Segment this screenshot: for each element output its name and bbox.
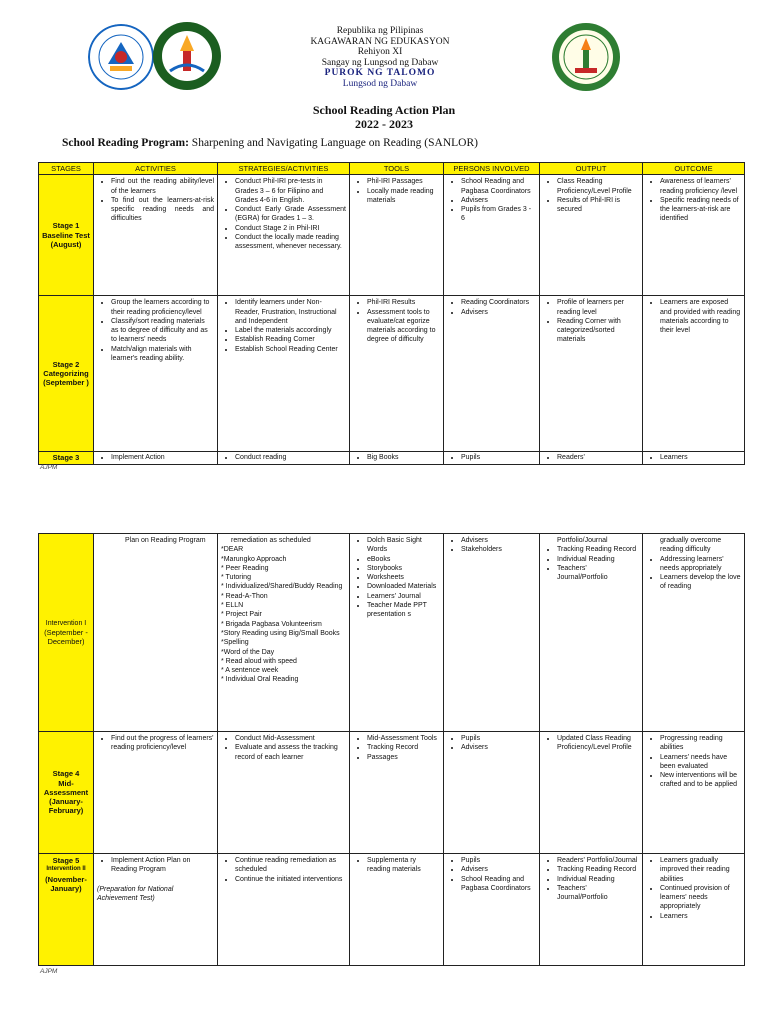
list-item: • Evaluate and assess the tracking record of each learner (235, 743, 346, 762)
list-item: • Results of Phil-IRI is secured (557, 196, 639, 215)
list-item: • Tracking Reading Record (557, 865, 639, 874)
column-header-stages: STAGES (39, 163, 94, 175)
list-item: • Conduct the locally made reading assessment, whenever necessary. (235, 233, 346, 252)
stage-3-strategies-start (218, 452, 350, 464)
list-item: • Continue reading remediation as scheduled (235, 856, 346, 875)
stage-1-sub: Baseline Test (42, 230, 90, 240)
stage-2-outcome (643, 296, 745, 452)
stage-3-cell-top (39, 452, 94, 464)
list-item: • Pupils (461, 453, 536, 462)
list-item: • Establish Reading Corner (235, 335, 346, 344)
list-item: remediation as scheduled (231, 537, 311, 544)
list-item: • Reading Coordinators (461, 298, 536, 307)
city-division-seal-logo (152, 21, 222, 91)
stage-1-outcome (643, 175, 745, 296)
column-header-persons: PERSONS INVOLVED (444, 163, 540, 175)
list-item: • Learners' Journal (367, 592, 440, 601)
list-item: • Supplementa ry reading materials (367, 856, 440, 875)
stage-4-name: Stage 4 (52, 769, 80, 779)
list-item: * Brigada Pagbasa Volunteerism (221, 620, 322, 628)
list-item: • To find out the learners-at-risk specific reading needs and difficulties (111, 196, 214, 224)
header-city: Lungsod ng Dabaw (342, 78, 418, 89)
table-row-stage-5 (39, 854, 745, 966)
stage-4-strategies (218, 732, 350, 854)
program-name: Sharpening and Navigating Language on Reading (SANLOR) (191, 137, 478, 149)
header-region: Rehiyon XI (357, 47, 403, 57)
list-item: • Locally made reading materials (367, 187, 440, 206)
list-item: * ELLN (221, 602, 244, 610)
school-seal-logo (551, 22, 621, 92)
table-row-stage-3-start (39, 452, 745, 464)
reading-program-line (62, 137, 478, 149)
list-item: • Learners (660, 912, 741, 921)
list-item: • Advisers (461, 536, 536, 545)
stage-2-cell (39, 296, 94, 452)
list-item: * Individual Oral Reading (221, 676, 299, 684)
list-item: • Conduct Mid-Assessment (235, 734, 346, 743)
list-item: • Learners (660, 453, 741, 462)
stage-4-cell (39, 732, 94, 854)
stage-3-when: (September - December) (44, 627, 88, 647)
page-2-footer: AJPM (40, 968, 58, 975)
list-item: • Reading Corner with categorized/sorted materials (557, 317, 639, 345)
list-item: * Peer Reading (221, 564, 269, 572)
list-item: • Implement Action Plan on Reading Program (111, 856, 214, 875)
page-1-footer: AJPM (40, 464, 58, 471)
list-item: • Storybooks (367, 564, 440, 573)
list-item: • Advisers (461, 743, 536, 752)
list-item: • Phil-IRI Results (367, 298, 440, 307)
stage-1-persons (444, 175, 540, 296)
stage-1-when: (August) (50, 239, 82, 249)
table-header-row (39, 163, 745, 175)
header-department: KAGAWARAN NG EDUKASYON (310, 36, 450, 47)
stage-3-tools (350, 534, 444, 732)
stage-1-tools (350, 175, 444, 296)
list-item: • Label the materials accordingly (235, 326, 346, 335)
list-item: *Story Reading using Big/Small Books (221, 629, 340, 637)
list-item: • Pupils (461, 734, 536, 743)
column-header-output: OUTPUT (540, 163, 643, 175)
stage-1-output (540, 175, 643, 296)
list-item: • Downloaded Materials (367, 582, 440, 591)
stage-3-activities (94, 534, 218, 732)
list-item: • Dolch Basic Sight Words (367, 536, 440, 555)
page-1 (0, 0, 768, 480)
stage-2-activities (94, 296, 218, 452)
stage-2-when: (September ) (43, 378, 89, 388)
list-item: • Pupils (461, 856, 536, 865)
stage-5-when: (November-January) (45, 874, 87, 893)
list-item: • Passages (367, 753, 440, 762)
list-item: * Tutoring (221, 574, 251, 582)
stage-5-tools (350, 854, 444, 966)
list-item: • eBooks (367, 555, 440, 564)
list-item: gradually overcome reading difficulty (660, 537, 722, 554)
list-item: • Find out the progress of learners' reading proficiency/level (111, 734, 214, 753)
list-item: • Match/align materials with learner's reading ability. (111, 345, 214, 364)
stage-5-name: Stage 5 (52, 856, 80, 865)
list-item: • Individual Reading (557, 555, 639, 564)
stage-5-sub: Intervention II (46, 866, 86, 873)
stage-2-persons (444, 296, 540, 452)
list-item: • School Reading and Pagbasa Coordinators (461, 875, 536, 894)
list-item: Portfolio/Journal (557, 537, 608, 544)
stage-3-strategies (218, 534, 350, 732)
list-item: • Readers' (557, 453, 639, 462)
list-item: • Learners are exposed and provided with reading materials according to their level (660, 298, 741, 335)
column-header-outcome: OUTCOME (643, 163, 745, 175)
list-item: • Tracking Record (367, 743, 440, 752)
stage-3-output-start (540, 452, 643, 464)
table-row-stage-2 (39, 296, 745, 452)
stage-5-output (540, 854, 643, 966)
list-item: • Assessment tools to evaluate/cat egorize materials according to degree of difficulty (367, 308, 440, 345)
stage-5-activities (94, 854, 218, 966)
list-item: *Spelling (221, 639, 249, 647)
list-item: • Individual Reading (557, 875, 639, 884)
list-item: • Conduct Early Grade Assessment (EGRA) for Grades 1 – 3. (235, 205, 346, 224)
list-item: • Teacher Made PPT presentation s (367, 601, 440, 620)
list-item: • Updated Class Reading Proficiency/Level Profile (557, 734, 639, 753)
list-item: * A sentence week (221, 667, 279, 675)
list-item: • Pupils from Grades 3 - 6 (461, 205, 536, 224)
stage-3-activities-start (94, 452, 218, 464)
column-header-tools: TOOLS (350, 163, 444, 175)
stage-2-tools (350, 296, 444, 452)
list-item: • Phil-IRI Passages (367, 177, 440, 186)
stage-3-activities-cont: Plan on Reading Program (125, 537, 206, 544)
column-header-activities: ACTIVITIES (94, 163, 218, 175)
list-item: * Read aloud with speed (221, 657, 297, 665)
list-item: • Implement Action (111, 453, 214, 462)
list-item: • Tracking Reading Record (557, 545, 639, 554)
list-item: • Class Reading Proficiency/Level Profile (557, 177, 639, 196)
list-item: • Classify/sort reading materials as to degree of difficulty and as to learners' needs (111, 317, 214, 345)
list-item: • Conduct reading (235, 453, 346, 462)
list-item: • Advisers (461, 196, 536, 205)
list-item: *DEAR (221, 546, 244, 554)
stage-3-persons (444, 534, 540, 732)
list-item: * Read-A-Thon (221, 592, 268, 600)
stage-3-outcome-start (643, 452, 745, 464)
school-year: 2022 - 2023 (355, 117, 413, 131)
list-item: • Profile of learners per reading level (557, 298, 639, 317)
list-item: • Conduct Stage 2 in Phil-IRI (235, 224, 346, 233)
stage-1-cell (39, 175, 94, 296)
stage-4-outcome (643, 732, 745, 854)
stage-4-output (540, 732, 643, 854)
list-item: • Group the learners according to their reading proficiency/level (111, 298, 214, 317)
stage-4-activities (94, 732, 218, 854)
list-item: • Awareness of learners' reading proficiency /level (660, 177, 741, 196)
list-item: • New interventions will be crafted and to be applied (660, 771, 741, 790)
stage-2-sub: Categorizing (43, 369, 89, 379)
stage-1-strategies (218, 175, 350, 296)
list-item: • Progressing reading abilities (660, 734, 741, 753)
stage-2-name: Stage 2 (52, 359, 80, 369)
column-header-strategies: STRATEGIES/ACTIVITIES (218, 163, 350, 175)
stage-5-strategies (218, 854, 350, 966)
stage-3-output (540, 534, 643, 732)
page-2 (0, 520, 768, 1024)
list-item: • Specific reading needs of the learners-at-risk are identified (660, 196, 741, 224)
document-title: School Reading Action Plan (312, 103, 456, 117)
list-item: • Learners' needs have been evaluated (660, 753, 741, 772)
list-item: • Teachers' Journal/Portfolio (557, 564, 639, 583)
list-item: • Establish School Reading Center (235, 345, 346, 354)
stage-1-activities (94, 175, 218, 296)
header-division: Sangay ng Lungsod ng Dabaw (321, 57, 439, 68)
list-item: • Mid-Assessment Tools (367, 734, 440, 743)
stage-4-persons (444, 732, 540, 854)
list-item: * Individualized/Shared/Buddy Reading (221, 583, 343, 591)
list-item: • Identify learners under Non-Reader, Frustration, Instructional and Independent (235, 298, 346, 326)
stage-3-sub: Intervention I (45, 619, 87, 627)
list-item: • Advisers (461, 865, 536, 874)
stage-3-tools-start (350, 452, 444, 464)
stage-1-name: Stage 1 (52, 221, 80, 231)
letterhead (250, 26, 510, 89)
stage-3-cell (39, 534, 94, 732)
list-item: • Find out the reading ability/level of the learners (111, 177, 214, 196)
stage-4-tools (350, 732, 444, 854)
list-item: • Teachers' Journal/Portfolio (557, 884, 639, 903)
stage-2-output (540, 296, 643, 452)
stage-5-persons (444, 854, 540, 966)
stage-4-when: (January-February) (48, 797, 84, 816)
list-item: *Word of the Day (221, 648, 275, 656)
header-republic: Republika ng Pilipinas (336, 26, 424, 36)
stage-3-outcome (643, 534, 745, 732)
list-item: • Continued provision of learners' needs appropriately (660, 884, 741, 912)
table-row-stage-4 (39, 732, 745, 854)
list-item: • Addressing learners' needs appropriately (660, 555, 741, 574)
list-item: • Learners gradually improved their reading abilities (660, 856, 741, 884)
list-item: • Learners develop the love of reading (660, 573, 741, 592)
program-label: School Reading Program: (62, 137, 189, 149)
list-item: • Worksheets (367, 573, 440, 582)
stage-2-strategies (218, 296, 350, 452)
stage-3-persons-start (444, 452, 540, 464)
stage-4-sub: Mid-Assessment (43, 778, 89, 797)
list-item: *Marungko Approach (221, 555, 287, 563)
table-row-stage-1 (39, 175, 745, 296)
action-plan-table-page-2 (38, 533, 745, 966)
list-item: * Project Pair (221, 611, 262, 619)
action-plan-table-page-1 (38, 162, 745, 465)
stage-3-name: Stage 3 (52, 453, 80, 463)
list-item: • Continue the initiated interventions (235, 875, 346, 884)
list-item: • Big Books (367, 453, 440, 462)
list-item: • Conduct Phil-IRI pre-tests in Grades 3 – 6 for Filipino and Grades 4-6 in English. (235, 177, 346, 205)
stage-5-outcome (643, 854, 745, 966)
deped-seal-logo (88, 24, 154, 90)
list-item: • School Reading and Pagbasa Coordinators (461, 177, 536, 196)
stage-5-cell (39, 854, 94, 966)
stage-5-activities-note: (Preparation for National Achievement Test) (97, 885, 174, 902)
list-item: • Stakeholders (461, 545, 536, 554)
header-district: PUROK NG TALOMO (324, 68, 436, 78)
list-item: • Readers' Portfolio/Journal (557, 856, 639, 865)
table-row-stage-3 (39, 534, 745, 732)
list-item: • Advisers (461, 308, 536, 317)
